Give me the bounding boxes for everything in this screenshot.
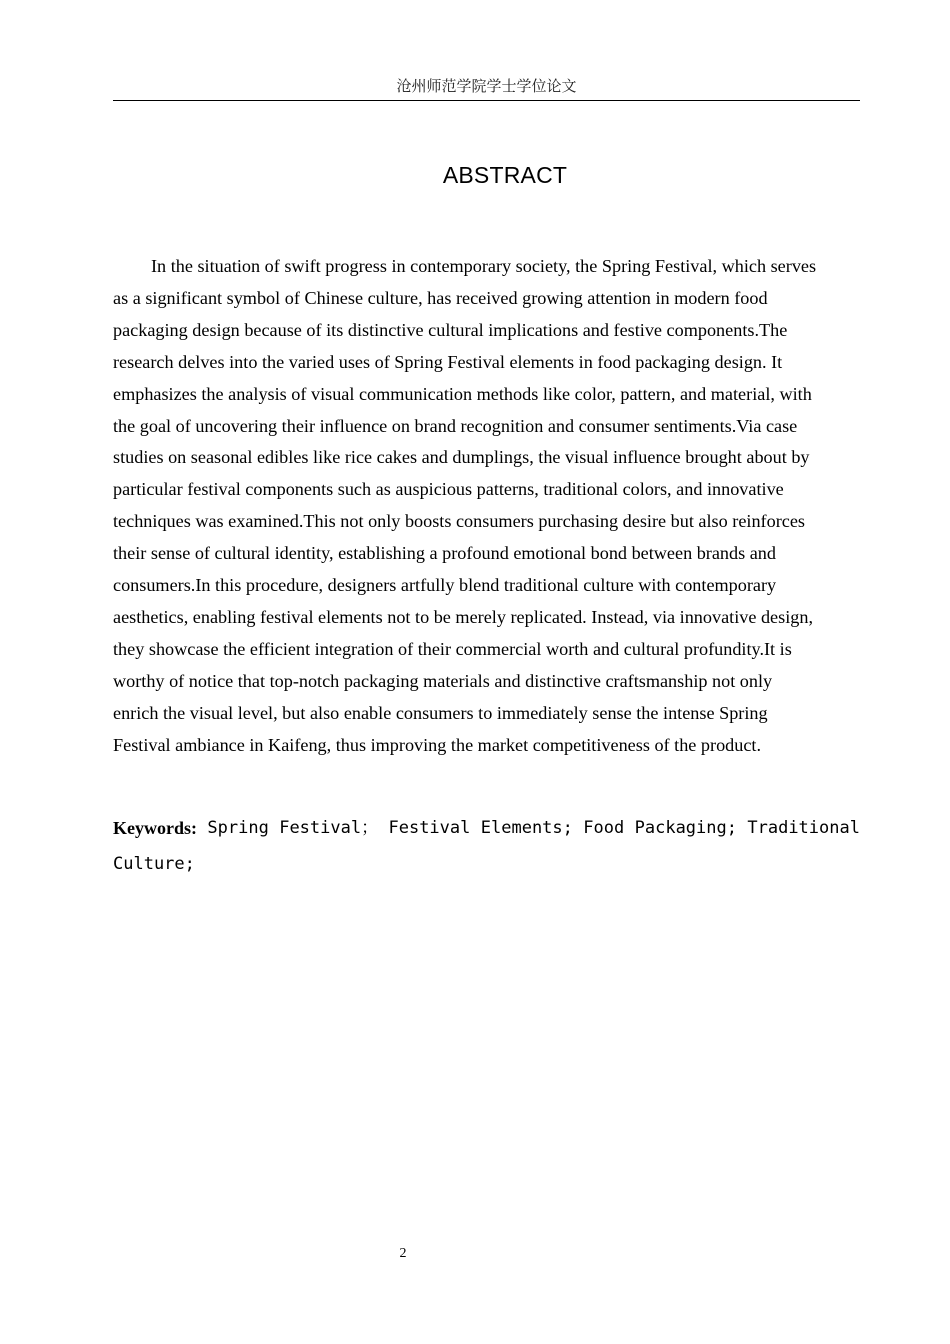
abstract-line: worthy of notice that top-notch packaging materials and distinctive craftsmanship not only	[113, 670, 773, 691]
abstract-line: studies on seasonal edibles like rice cakes and dumplings, the visual influence brought about by	[113, 447, 810, 468]
running-header: 沧州师范学院学士学位论文	[396, 77, 577, 95]
page-number: 2	[399, 1246, 407, 1261]
abstract-line: as a significant symbol of Chinese culture, has received growing attention in modern food	[113, 287, 768, 308]
keyword: Festival	[388, 818, 471, 838]
abstract-paragraph	[113, 251, 860, 762]
abstract-line: packaging design because of its distinctive cultural implications and festive components.The	[113, 319, 788, 340]
abstract-line: Festival ambiance in Kaifeng, thus improving the market competitiveness of the product.	[113, 734, 762, 755]
abstract-line: emphasizes the analysis of visual communication methods like color, pattern, and material, with	[113, 383, 812, 404]
keywords-line-continued	[113, 846, 860, 882]
abstract-line: techniques was examined.This not only boosts consumers purchasing desire but also reinforces	[113, 511, 805, 532]
keywords-line	[113, 811, 860, 846]
abstract-title: ABSTRACT	[442, 162, 568, 188]
header-rule	[113, 100, 860, 101]
abstract-line: particular festival components such as auspicious patterns, traditional colors, and innovative	[113, 479, 784, 500]
keywords-block	[113, 811, 860, 882]
keyword: Traditional	[747, 818, 860, 838]
keyword: Packaging;	[634, 818, 737, 838]
abstract-line: the goal of uncovering their influence on brand recognition and consumer sentiments.Via case	[113, 415, 798, 436]
abstract-line: In the situation of swift progress in contemporary society, the Spring Festival, which serves	[151, 256, 817, 276]
abstract-line: aesthetics, enabling festival elements not to be merely replicated. Instead, via innovative design,	[113, 606, 813, 627]
keyword: Elements;	[480, 818, 573, 838]
keywords-label: Keywords:	[113, 818, 197, 838]
keyword: Food	[583, 818, 625, 838]
abstract-line: their sense of cultural identity, establishing a profound emotional bond between brands and	[113, 543, 776, 564]
keyword: Spring	[207, 818, 269, 838]
abstract-line: they showcase the efficient integration of their commercial worth and cultural profundity.It is	[113, 638, 792, 659]
abstract-line: consumers.In this procedure, designers artfully blend traditional culture with contemporary	[113, 575, 777, 596]
keyword: Festival；	[279, 818, 379, 838]
keyword: Culture;	[113, 854, 195, 874]
abstract-line: research delves into the varied uses of Spring Festival elements in food packaging design. It	[113, 351, 783, 372]
abstract-line: enrich the visual level, but also enable consumers to immediately sense the intense Spring	[113, 702, 768, 723]
